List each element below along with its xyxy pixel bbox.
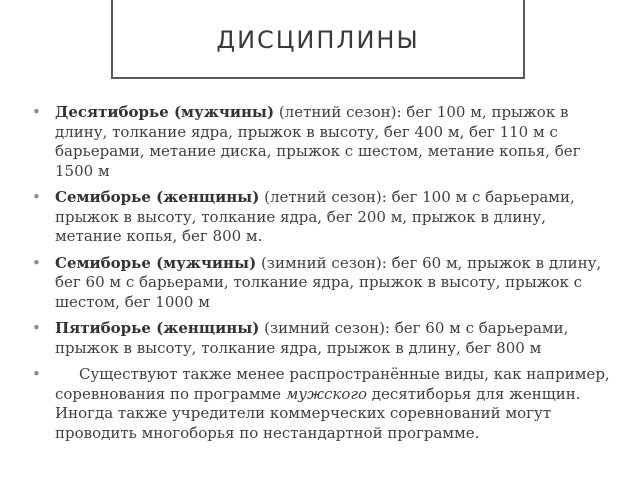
item-text: (летний сезон): бег 100 м с барьерами, прыжок в высоту, толкание ядра, бег 200 м, прыжок в длину, метание копья, бег 800 м.: [55, 188, 575, 245]
item-text: (зимний сезон): бег 60 м с барьерами, прыжок в высоту, толкание ядра, прыжок в длину, бег 800 м: [55, 319, 569, 357]
item-heading: Семиборье (женщины): [55, 188, 260, 206]
item-text: (зимний сезон): бег 60 м, прыжок в длину, бег 60 м с барьерами, толкание ядра, прыжок в высоту, прыжок с шестом, бег 1000 м: [55, 253, 602, 311]
list-item-heptathlon-women: [30, 188, 616, 247]
bullet-icon: •: [32, 365, 41, 383]
slide-title: ДИСЦИПЛИНЫ: [216, 25, 420, 54]
bullet-icon: •: [32, 188, 41, 206]
item-text-before: Существуют также менее распространённые виды, как например, соревнования по программе: [55, 365, 610, 403]
item-text: (летний сезон): бег 100 м, прыжок в длину, толкание ядра, прыжок в высоту, бег 400 м, бег 110 м с барьерами, метание диска, прыжок с шестом, метание копья, бег 1500 м: [55, 103, 581, 180]
item-italic: мужского: [285, 384, 368, 403]
title-box: [111, 0, 525, 79]
list-item-heptathlon-men: [30, 254, 616, 313]
item-heading: Десятиборье (мужчины): [55, 103, 275, 121]
item-text-after: десятиборья для женщин. Иногда также учредители коммерческих соревнований могут проводить многоборья по нестандартной программе.: [55, 384, 581, 442]
list-item-pentathlon-women: [30, 319, 616, 358]
list-item-decathlon-men: [30, 103, 616, 181]
item-heading: Пятиборье (женщины): [55, 319, 260, 337]
bullet-icon: •: [32, 319, 41, 337]
list-item-other-types: [30, 365, 616, 443]
bullet-icon: •: [32, 103, 41, 121]
bullet-list: [30, 103, 616, 450]
bullet-icon: •: [32, 253, 41, 272]
item-heading: Семиборье (мужчины): [55, 253, 257, 272]
